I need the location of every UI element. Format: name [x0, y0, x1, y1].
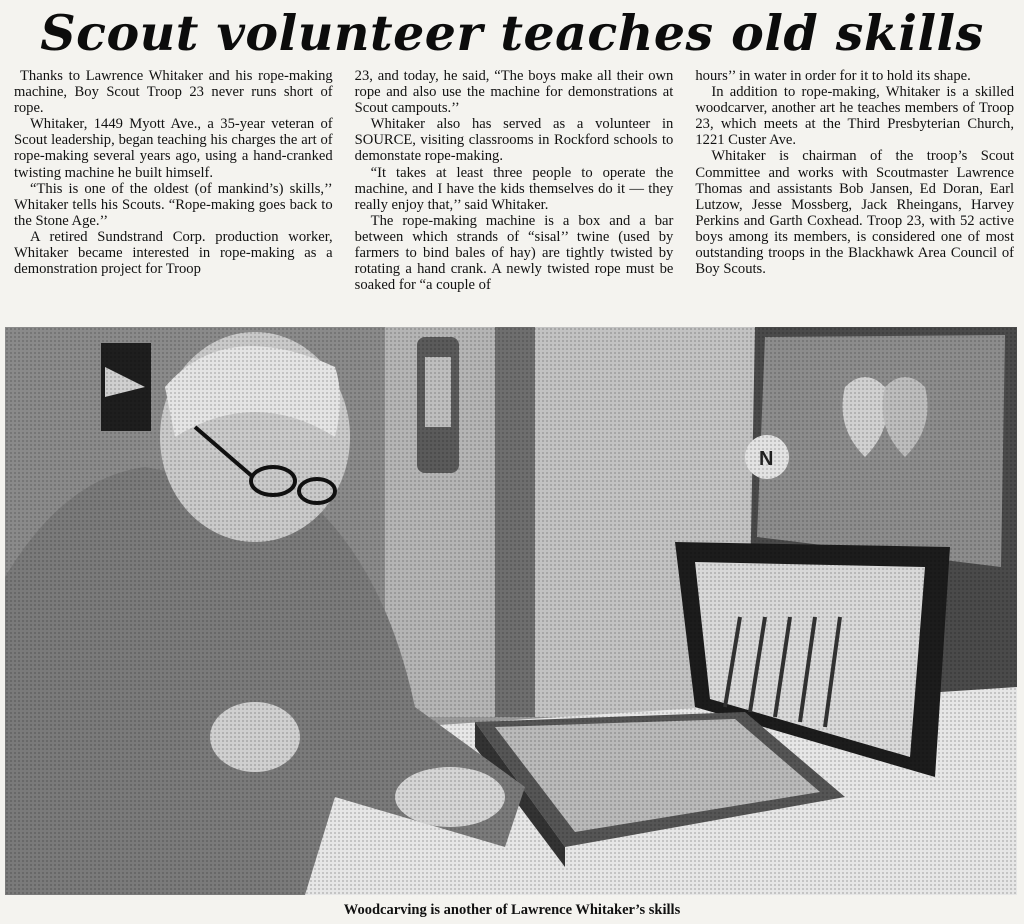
- paragraph: “It takes at least three people to operate the machine, and I have the kids themselves do it — they really enjoy that,’’ said Whitaker.: [354, 164, 674, 213]
- paragraph: Whitaker also has served as a volunteer in SOURCE, visiting classrooms in Rockford schools to demonstate rope-making.: [354, 116, 674, 165]
- paragraph: Whitaker is chairman of the troop’s Scout Committee and works with Scoutmaster Lawrence Thomas and assistants Bob Jansen, Ed Doran, Earl Lutzow, Jesse Mossberg, Jack Rheingans, Harvey Perkins and Garth Coxhead. Troop 23, with 52 active boys among its members, is considered one of most outstanding troops in the Blackhawk Area Council of Boy Scouts.: [695, 148, 1015, 278]
- paragraph: “This is one of the oldest (of mankind’s) skills,’’ Whitaker tells his Scouts. “Rope-making goes back to the Stone Age.’’: [14, 180, 333, 229]
- paragraph: A retired Sundstrand Corp. production worker, Whitaker became interested in rope-making as a demonstration project for Troop: [14, 228, 333, 278]
- article-column-1: [14, 68, 333, 318]
- photo-caption: Woodcarving is another of Lawrence Whitaker’s skills: [343, 902, 681, 918]
- paragraph: In addition to rope-making, Whitaker is a skilled woodcarver, another art he teaches members of Troop 23, which meets at the Third Presbyterian Church, 1221 Custer Ave.: [695, 84, 1015, 149]
- paragraph: Thanks to Lawrence Whitaker and his rope-making machine, Boy Scout Troop 23 never runs short of rope.: [14, 68, 333, 117]
- article-body: [14, 68, 1014, 318]
- paragraph: The rope-making machine is a box and a bar between which strands of “sisal’’ twine (used by farmers to bind bales of hay) are tightly twisted by rotating a hand crank. A newly twisted rope must be soaked for “a couple of: [354, 212, 674, 294]
- news-photo: [5, 327, 1017, 895]
- photo-illustration: [5, 327, 1017, 895]
- article-column-3: [695, 68, 1014, 318]
- paragraph: hours’’ in water in order for it to hold its shape.: [695, 68, 971, 84]
- paragraph: 23, and today, he said, “The boys make all their own rope and also use the machine for demonstrations at Scout campouts.’’: [354, 68, 674, 117]
- headline: Scout volunteer teaches old skills: [40, 4, 984, 62]
- paragraph: Whitaker, 1449 Myott Ave., a 35-year veteran of Scout leadership, began teaching his charges the art of rope-making several years ago, using a hand-cranked twisting machine he built himself.: [14, 116, 333, 181]
- article-column-2: [355, 68, 674, 318]
